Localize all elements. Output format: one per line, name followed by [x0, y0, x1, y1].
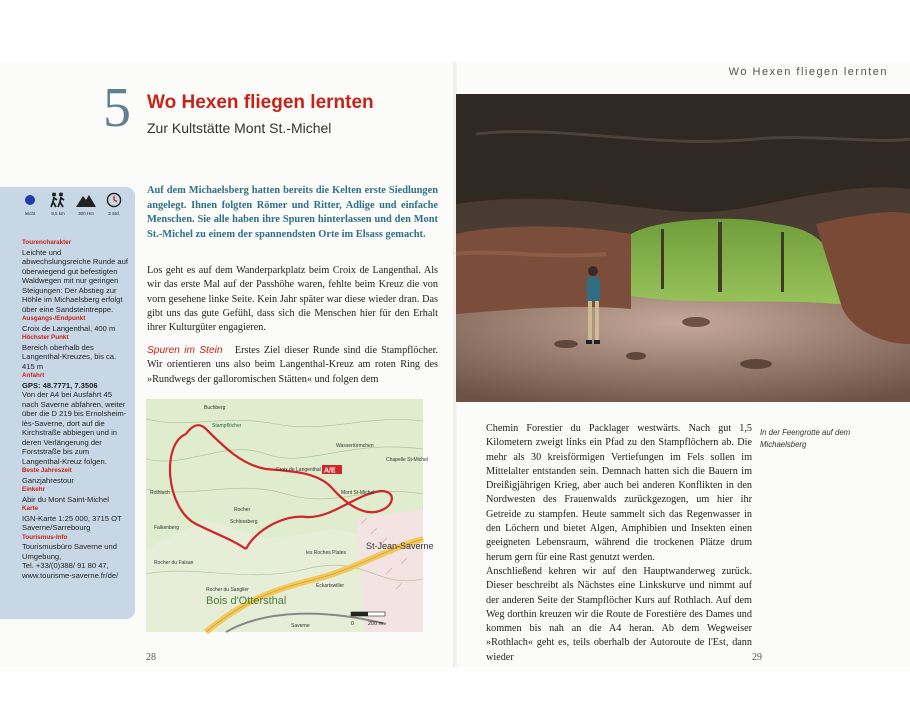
- right-paragraph-1: Chemin Forestier du Packlager westwärts. Nach gut 1,5 Kilometern zweigt links ein Pfad zu den Stampflöchern ab. Die mehr als 30 kreisförmigen Vertiefungen im Fels sollen im Mittelalter entstanden sein. Demnach hatten sich die Bauern im Dreißigjährigen Krieg, aber auch bei anderen Konflikten in den Nordwesten des Frauenwalds zurückgezogen, um hier ihr Getreide zu stampfen. Heute sammelt sich das Regenwasser in den Löchern und bietet Algen, Amphibien und Insekten einen geeigneten Lebensraum, während die trockenen Plätze drum herum gern für eine Rast genutzt werden.: [486, 423, 752, 563]
- map-label: Wassertürmchen: [336, 443, 374, 449]
- mountain-icon: [76, 193, 96, 207]
- map-label: Rocher du Faisan: [154, 560, 194, 566]
- map-label: Croix de Langenthal: [276, 467, 321, 473]
- map-label: Chapelle St-Michel: [386, 457, 428, 463]
- difficulty-dot-icon: [25, 195, 35, 205]
- svg-text:0: 0: [351, 621, 355, 627]
- lead-paragraph: Auf dem Michaelsberg hatten bereits die Kelten erste Siedlungen angelegt. Ihnen folgten Römer und Ritter, Adlige und einfache Menschen. Sie alle haben ihre Spuren hinterlassen und den Mont St.-Michel zu einem der spannendsten Orte im Elsass gemacht.: [147, 185, 438, 240]
- map-label: les Roches Plates: [306, 550, 347, 556]
- hiker-icon: [49, 192, 67, 208]
- photo-caption: In der Feengrotte auf dem Michaelsberg: [760, 428, 851, 449]
- map-label: Stampflöcher: [212, 423, 242, 429]
- map-label: Mont St-Michel: [341, 490, 375, 496]
- map-label: Rocher: [234, 507, 251, 513]
- map-label: Rocher du Sanglier: [206, 587, 249, 593]
- map-label: Eckartswiller: [316, 583, 345, 589]
- elevation-stat: 300 Hm: [74, 192, 98, 216]
- body-paragraph-1: Los geht es auf dem Wanderparkplatz beim Croix de Langenthal. Als wir das erste Mal auf der Passhöhe waren, fehlte beim Kreuz die von vorn gesehene linke Seite. Kein Jahr später war diese wieder dran. Das gibt uns das gute Gefühl, dass sich die Menschen hier für den Erhalt ihrer Kulturgüter engagieren.: [147, 265, 438, 334]
- chapter-number: 5: [103, 77, 131, 139]
- section-subheading: Spuren im Stein: [147, 345, 223, 356]
- page-number-left: 28: [146, 652, 156, 663]
- tour-info-text: Tourencharakter Leichte und abwechslungsreiche Runde auf überwiegend gut befestigten Waldwegen mit nur geringen Steigungen: Der Abstieg zur Höhle im Michaelsberg erfolgt über eine Sandsteintreppe. Ausgangs-/Endpunkt Croix de Langenthal, 400 m Höchster Punkt Bereich oberhalb des Langenthal-Kreuzes, bis ca. 415 m Anfahrt GPS: 48.7771, 7.3506 Von der A4 bei Ausfahrt 45 nach Saverne abfahren, weiter über die D 219 bis Ernolsheim-lès-Saverne, dort auf die Kirchstraße abbiegen und in deren Verlängerung der Forststraße bis zum Langenthal-Kreuz folgen. Beste Jahreszeit Ganzjahrestour Einkehr Abir du Mont Saint-Michel Karte IGN-Karte 1:25 000, 3715 OT Saverne/Sarrebourg Tourismus-Info Tourismusbüro Saverne und Umgebung, Tel. +33/(0)388/ 91 80 47, www.tourisme-saverne.fr/de/: [22, 239, 128, 580]
- map-label: Schlossberg: [230, 519, 258, 525]
- map-forest-label: Bois d'Ottersthal: [206, 595, 287, 607]
- clock-icon: [106, 192, 122, 208]
- chapter-title: Wo Hexen fliegen lernten: [147, 92, 374, 113]
- chapter-subtitle: Zur Kultstätte Mont St.-Michel: [147, 120, 332, 136]
- right-paragraph-2: Anschließend kehren wir auf den Hauptwanderweg zurück. Dieser beschreibt als Nächstes eine Linkskurve und nimmt auf der anderen Seite der Stampflöcher Kurs auf Rothlach. Auf dem Weg dorthin kreuzen wir die Route de Forestière des Dames und kommen bis nah an die A4 heran. Ab dem Wegweiser »Rothlach« geht es, teils oberhalb der Autoroute de l'Est, dann wieder: [486, 565, 752, 663]
- svg-text:200 m: 200 m: [368, 621, 384, 627]
- distance-stat: 9,5 km: [46, 192, 70, 216]
- page-number-right: 29: [752, 652, 762, 663]
- body-paragraph-2: Spuren im Stein Erstes Ziel dieser Runde sind die Stampflöcher. Wir orientieren uns also beim Langenthal-Kreuz am roten Ring des »Rundwegs der galloromischen Stätten« und folgen dem: [147, 345, 438, 385]
- stats-icon-row: [18, 192, 128, 220]
- map-label: Buchberg: [204, 405, 226, 411]
- start-marker-label: A/E: [324, 467, 336, 475]
- cave-photo: [456, 94, 910, 402]
- difficulty-stat: leicht: [18, 192, 42, 216]
- duration-stat: 3 Std.: [102, 192, 126, 216]
- map-label: Saverne: [291, 623, 310, 629]
- route-map: [146, 399, 434, 632]
- running-header: Wo Hexen fliegen lernten: [728, 66, 888, 78]
- right-body-text: [486, 422, 752, 665]
- map-town-label: St-Jean-Saverne: [366, 541, 434, 551]
- map-label: Falkenberg: [154, 525, 180, 531]
- map-label: Rothlach: [150, 490, 170, 496]
